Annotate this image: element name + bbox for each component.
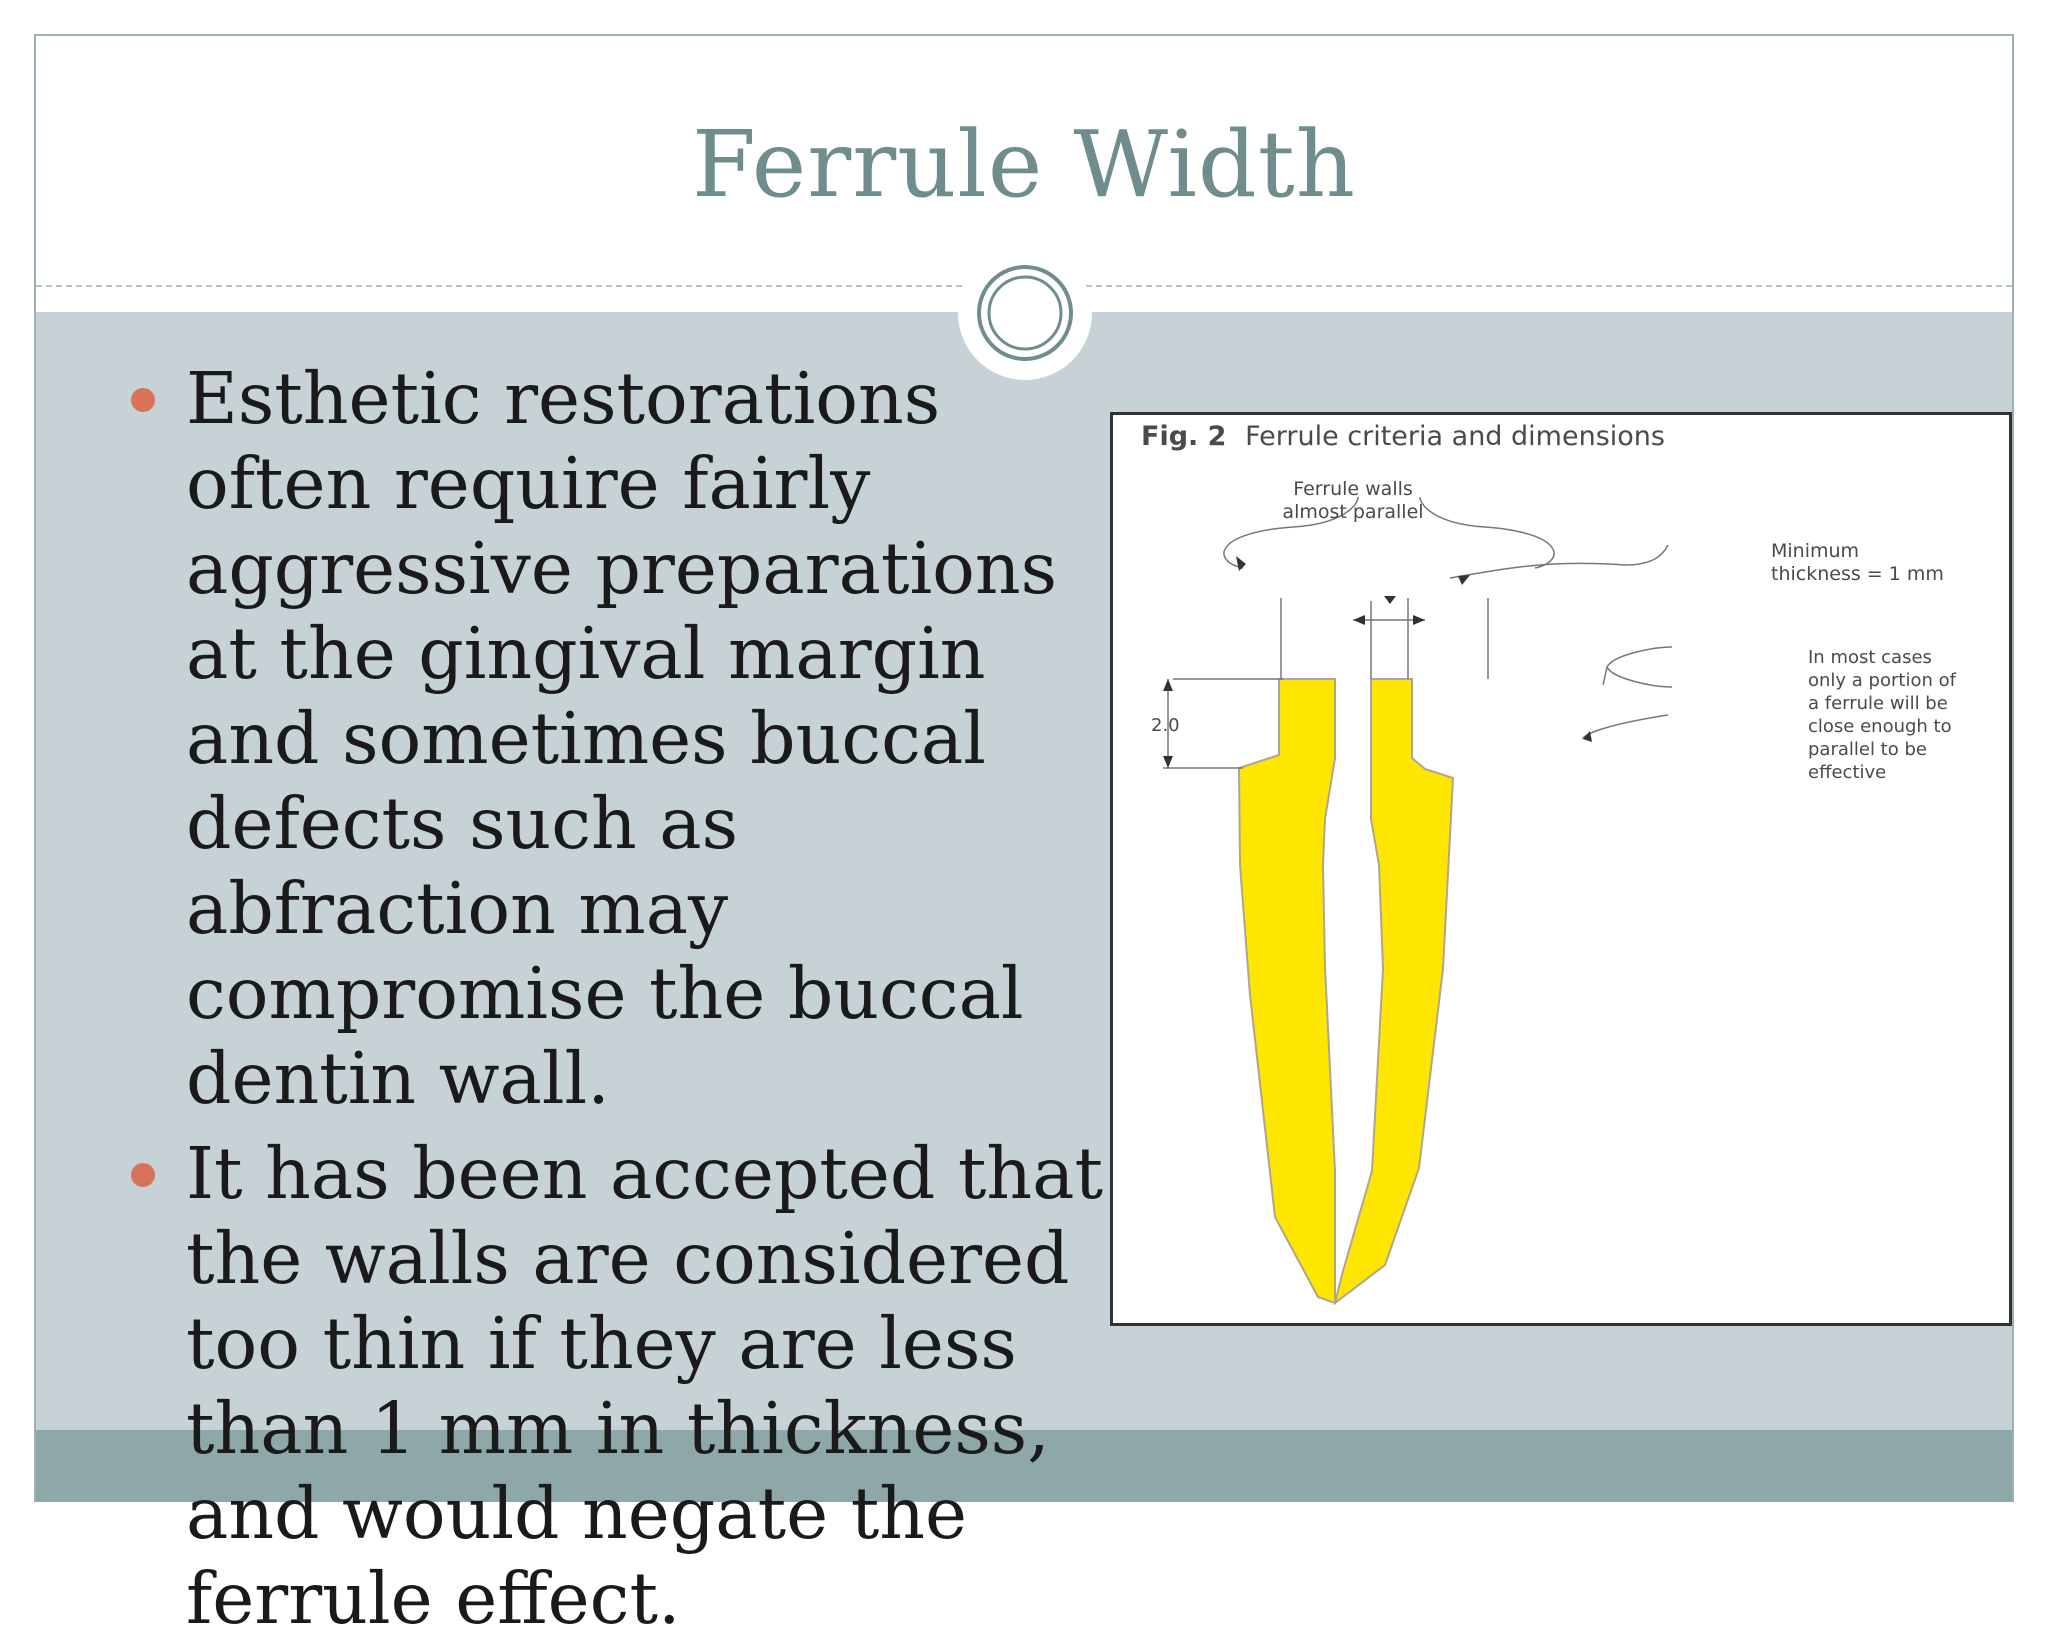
figure-caption-number: Fig. 2 [1141, 421, 1227, 452]
note-line: In most cases [1808, 647, 1932, 668]
note-line: parallel to be [1808, 739, 1927, 760]
bullet-list [126, 356, 1126, 1651]
dimension-lines [1163, 497, 1672, 768]
label-almost-parallel: almost parallel [1282, 501, 1424, 523]
label-minimum: Minimum [1771, 540, 1860, 562]
figure-caption-text: Ferrule criteria and dimensions [1245, 421, 1665, 452]
left-ferrule-wall [1239, 679, 1335, 1303]
bullet-dot-icon [131, 388, 155, 412]
circle-ornament-icon [976, 264, 1074, 362]
slide-title: Ferrule Width [691, 111, 1357, 218]
ferrule-diagram [1113, 415, 2009, 1323]
bullet-item [126, 1131, 1126, 1641]
slide [34, 34, 2014, 1640]
figure-caption [1141, 421, 1665, 452]
bullet-dot-icon [131, 1163, 155, 1187]
ferrule-figure [1110, 412, 2012, 1326]
note-line: only a portion of [1808, 670, 1956, 691]
label-ferrule-height: 2.0 [1151, 715, 1180, 736]
note-line: a ferrule will be [1808, 693, 1948, 714]
label-ferrule-walls: Ferrule walls [1293, 478, 1413, 500]
note-line: effective [1808, 762, 1887, 783]
bullet-text: Esthetic restorations often require fairly aggressive preparations at the gingival margin and sometimes buccal defects such as abfraction may compromise the buccal dentin wall. [186, 357, 1058, 1120]
right-ferrule-wall [1335, 679, 1453, 1303]
label-thickness: thickness = 1 mm [1771, 563, 1944, 585]
bullet-item [126, 356, 1126, 1121]
bullet-text: It has been accepted that the walls are considered too thin if they are less than 1 mm in thickness, and would negate the ferrule effect. [186, 1132, 1104, 1640]
note-line: close enough to [1808, 716, 1952, 737]
